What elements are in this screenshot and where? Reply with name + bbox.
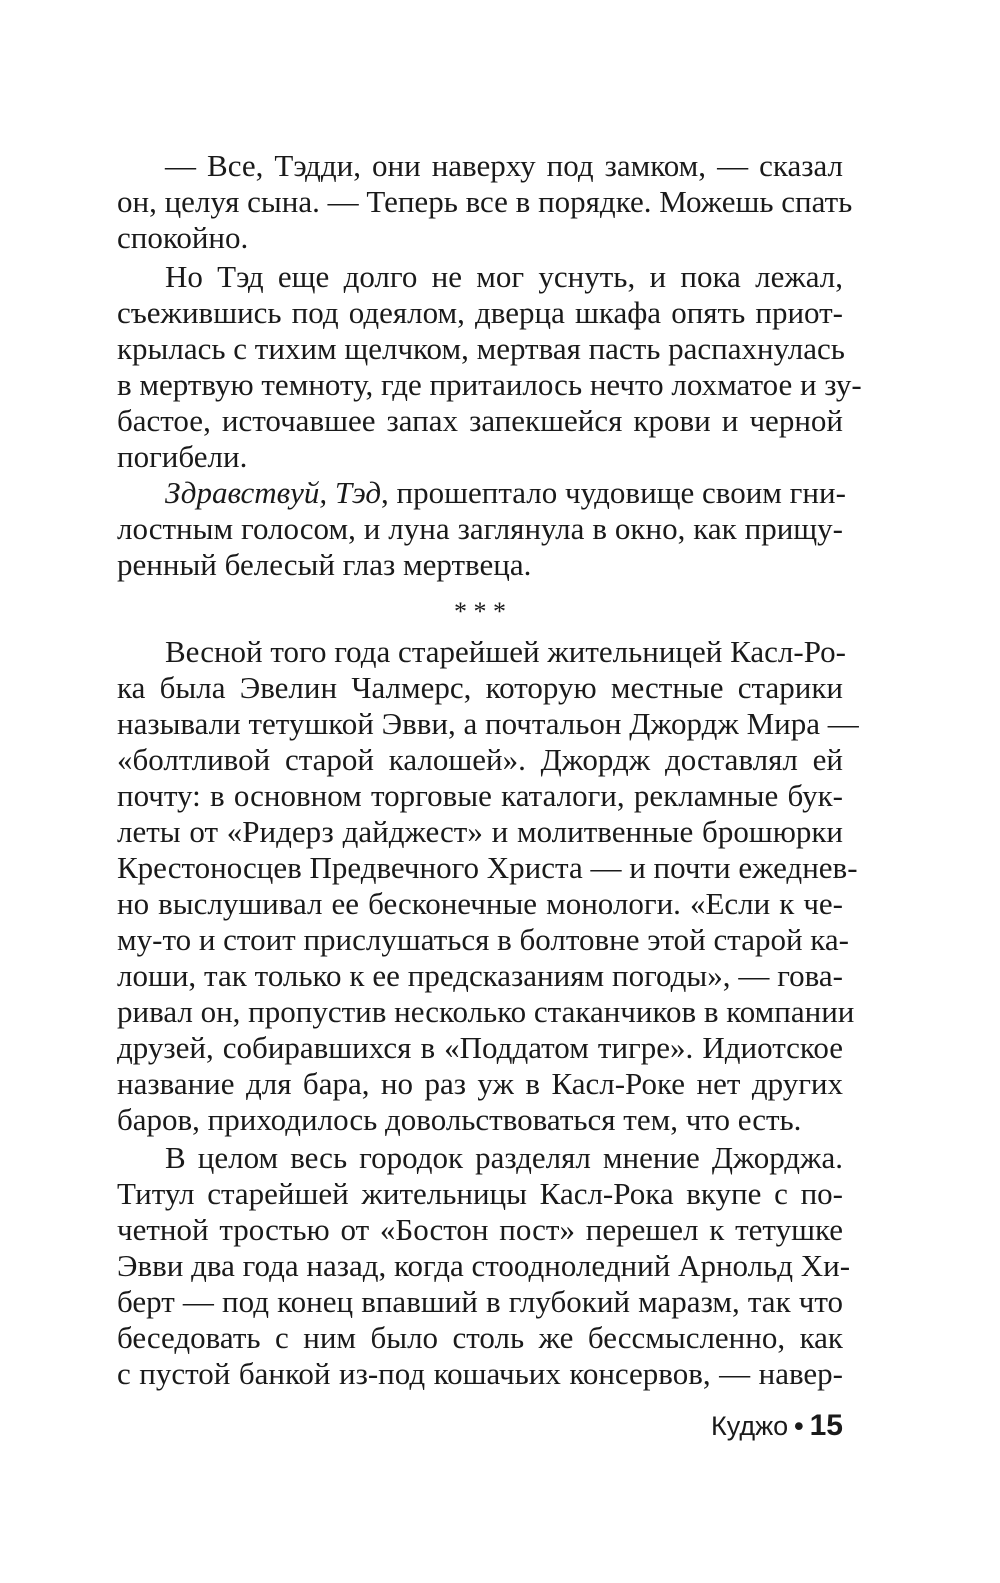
text-line: ривал он, пропустив несколько стаканчиков в компании — [117, 994, 855, 1029]
text-line: ренный белесый глаз мертвеца. — [117, 547, 532, 582]
text-line: название для бара, но раз уж в Касл-Роке нет других — [117, 1066, 843, 1101]
text-line: он, целуя сына. — Теперь все в порядке. Можешь спать — [117, 184, 853, 219]
text-line: в мертвую темноту, где притаилось нечто лохматое и зу- — [117, 367, 862, 402]
text-line: съежившись под одеялом, дверца шкафа опять приот- — [117, 295, 843, 330]
text-line: му-то и стоит прислушаться в болтовне этой старой ка- — [117, 922, 849, 957]
bullet-icon: • — [794, 1411, 804, 1441]
text-line: бастое, источавшее запах запекшейся крови и черной — [117, 403, 843, 438]
section-separator: * * * — [454, 597, 506, 626]
text-line: с пустой банкой из-под кошачьих консервов, — навер- — [117, 1356, 843, 1391]
text-line: Титул старейшей жительницы Касл-Рока вкупе с по- — [117, 1176, 843, 1211]
text-line: погибели. — [117, 439, 248, 474]
page-number: 15 — [809, 1409, 843, 1442]
text-line: Крестоносцев Предвечного Христа — и почти ежеднев- — [117, 850, 858, 885]
text-line: друзей, собиравшихся в «Поддатом тигре». Идиотское — [117, 1030, 843, 1065]
text-line: беседовать с ним было столь же бессмысленно, как — [117, 1320, 843, 1355]
text-line: но выслушивал ее бесконечные монологи. «Если к че- — [117, 886, 843, 921]
text-line: лоши, так только к ее предсказаниям погоды», — гова- — [117, 958, 843, 993]
running-title: Куджо — [711, 1411, 789, 1441]
text-line: берт — под конец впавший в глубокий маразм, так что — [117, 1284, 843, 1319]
text-line: почту: в основном торговые каталоги, рекламные бук- — [117, 778, 843, 813]
text-line: лостным голосом, и луна заглянула в окно, как прищу- — [117, 511, 843, 546]
text-line: леты от «Ридерз дайджест» и молитвенные брошюрки — [117, 814, 843, 849]
text-line: — Все, Тэдди, они наверху под замком, — сказал — [165, 148, 843, 183]
text-line: называли тетушкой Эвви, а почтальон Джордж Мира — — [117, 706, 859, 741]
text-line: Эвви два года назад, когда стоодноледний Арнольд Хи- — [117, 1248, 851, 1283]
text-line: баров, приходилось довольствоваться тем, что есть. — [117, 1102, 802, 1137]
text-line: Но Тэд еще долго не мог уснуть, и пока лежал, — [165, 259, 843, 294]
text-line: крылась с тихим щелчком, мертвая пасть распахнулась — [117, 331, 845, 366]
text-line: спокойно. — [117, 220, 249, 255]
text-line: «болтливой старой калошей». Джордж доставлял ей — [117, 742, 843, 777]
text-line — [165, 475, 846, 511]
text-line: четной тростью от «Бостон пост» перешел к тетушке — [117, 1212, 843, 1247]
italic-greeting: Здравствуй, Тэд — [165, 475, 382, 510]
text-line: ка была Эвелин Чалмерс, которую местные старики — [117, 670, 843, 705]
text-fragment: , прошептало чудовище своим гни- — [381, 475, 846, 510]
text-line: Весной того года старейшей жительницей Касл-Ро- — [165, 634, 846, 669]
page-footer — [711, 1408, 843, 1444]
text-line: В целом весь городок разделял мнение Джорджа. — [165, 1140, 843, 1175]
